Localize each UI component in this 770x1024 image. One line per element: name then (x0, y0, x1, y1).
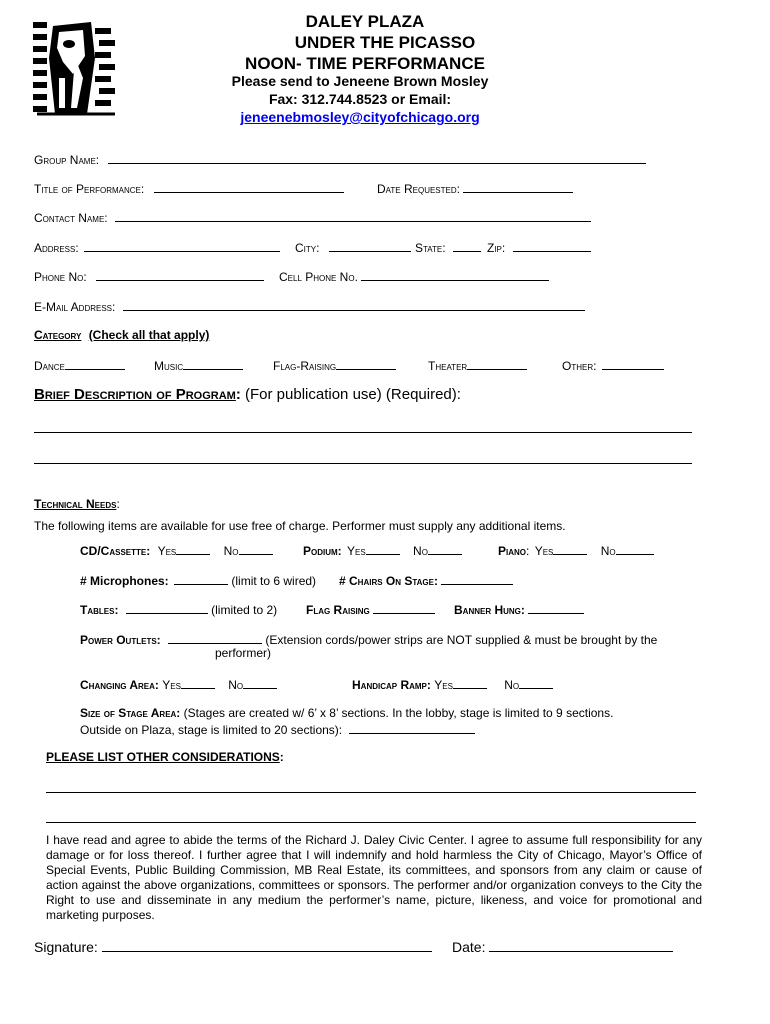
category-hint: (Check all that apply) (88, 328, 210, 342)
tables-note: (limited to 2) (211, 603, 278, 617)
city-label: City: (295, 241, 320, 255)
group-name-label: Group Name: (34, 153, 100, 167)
state-row (415, 239, 481, 255)
changing-yes-field[interactable] (181, 676, 215, 689)
stage-area-field[interactable] (349, 721, 475, 734)
category-theater[interactable] (428, 357, 527, 373)
title-row (34, 180, 344, 196)
email-address-row (34, 298, 585, 314)
header-line-1: DALEY PLAZA (305, 12, 425, 31)
city-field[interactable] (329, 239, 411, 252)
podium-row (303, 542, 462, 558)
podium-label: Podium: (303, 544, 342, 558)
banner-hung-field[interactable] (528, 601, 584, 614)
changing-area-row (80, 676, 277, 692)
microphones-label: # Microphones: (80, 574, 169, 588)
address-row (34, 239, 280, 255)
considerations-heading: PLEASE LIST OTHER CONSIDERATIONS (46, 750, 280, 764)
category-heading-row (34, 328, 209, 342)
address-field[interactable] (84, 239, 280, 252)
category-heading: Category (34, 328, 82, 342)
chairs-field[interactable] (441, 572, 513, 585)
category-flag-raising-label: Flag-Raising (273, 359, 337, 373)
header-line-3: NOON- TIME PERFORMANCE (245, 54, 485, 73)
flag-raising-label: Flag Raising (306, 603, 370, 617)
zip-label: Zip: (487, 241, 506, 255)
banner-hung-label: Banner Hung: (454, 603, 525, 617)
picasso-logo (33, 18, 119, 118)
header-line-5: Fax: 312.744.8523 or Email: (268, 91, 452, 107)
phone-field[interactable] (96, 268, 264, 281)
brief-description-colon: : (235, 386, 241, 403)
contact-name-field[interactable] (115, 209, 591, 222)
group-name-field[interactable] (108, 151, 646, 164)
handicap-ramp-label: Handicap Ramp: (352, 678, 431, 692)
brief-description-note: (For publication use) (Required): (245, 386, 461, 403)
header-line-4: Please send to Jeneene Brown Mosley (231, 73, 489, 89)
cell-phone-label: Cell Phone No. (279, 270, 358, 284)
piano-no-label: No (600, 544, 616, 558)
zip-field[interactable] (513, 239, 591, 252)
email-link[interactable]: jeneenebmosley@cityofchicago.org (240, 109, 480, 125)
stage-area-row-2 (80, 721, 475, 737)
phone-label: Phone No: (34, 270, 87, 284)
category-other-field[interactable] (602, 357, 664, 370)
tables-label: Tables: (80, 603, 119, 617)
stage-area-label: Size of Stage Area: (80, 706, 181, 720)
picasso-sculpture-logo-icon (33, 18, 119, 118)
tables-field[interactable] (126, 601, 208, 614)
handicap-no-label: No (504, 678, 520, 692)
technical-needs-heading-row (34, 497, 120, 511)
microphones-row (80, 572, 316, 588)
microphones-note: (limit to 6 wired) (231, 574, 317, 588)
handicap-ramp-row (352, 676, 553, 692)
piano-row (498, 542, 654, 558)
changing-no-field[interactable] (243, 676, 277, 689)
considerations-line-2[interactable] (46, 822, 696, 823)
date-requested-row (377, 180, 573, 196)
brief-description-line-2[interactable] (34, 463, 692, 464)
title-of-performance-field[interactable] (154, 180, 344, 193)
piano-label: Piano (498, 544, 527, 558)
piano-colon: : (526, 544, 530, 558)
category-theater-label: Theater (428, 359, 468, 373)
category-flag-raising[interactable] (273, 357, 396, 373)
date-requested-field[interactable] (463, 180, 573, 193)
zip-row (487, 239, 591, 255)
header-line-2: UNDER THE PICASSO (294, 33, 476, 52)
category-dance[interactable] (34, 357, 125, 373)
cd-cassette-label: CD/Cassette: (80, 544, 151, 558)
brief-description-heading-row (34, 386, 461, 403)
brief-description-line-1[interactable] (34, 432, 692, 433)
power-outlets-label: Power Outlets: (80, 633, 161, 647)
group-name-row (34, 151, 646, 167)
stage-area-row (80, 706, 613, 720)
power-outlets-field[interactable] (168, 631, 262, 644)
stage-area-text-1: (Stages are created w/ 6’ x 8’ sections. In the lobby, stage is limited to 9 sections. (183, 706, 614, 720)
podium-yes-field[interactable] (366, 542, 400, 555)
brief-description-heading: Brief Description of Program (34, 386, 236, 403)
date-requested-label: Date Requested: (377, 182, 460, 196)
cd-yes-field[interactable] (176, 542, 210, 555)
contact-name-label: Contact Name: (34, 211, 108, 225)
changing-yes-label: Yes (162, 678, 181, 692)
city-row (295, 239, 411, 255)
state-field[interactable] (453, 239, 481, 252)
date-field[interactable] (489, 937, 673, 952)
considerations-line-1[interactable] (46, 792, 696, 793)
tables-row (80, 601, 277, 617)
chairs-row (339, 572, 513, 588)
date-row (452, 937, 673, 955)
power-outlets-note: (Extension cords/power strips are NOT supplied & must be brought by the (265, 633, 658, 647)
cd-yes-label: Yes (157, 544, 177, 558)
cd-cassette-row (80, 542, 273, 558)
stage-area-text-2: Outside on Plaza, stage is limited to 20 sections): (80, 723, 343, 737)
technical-needs-colon: : (116, 497, 120, 511)
category-flag-raising-field[interactable] (336, 357, 396, 370)
agreement-paragraph: I have read and agree to abide the terms of the Richard J. Daley Civic Center. I agree to assume full responsibility for any damage or for loss thereof. I further agree that I will indemnify and hold harmless the City of Chicago, Mayor’s Office of Special Events, Public Building Commission, MB Real Estate, its committees, and sponsors from any claim or cause of action against the above organizations, committees or sponsors. The performer and/or organization conveys to the City the Right to use and disseminate in any medium the performer’s name, picture, likeness, and voice for promotional and marketing purposes. (46, 833, 702, 922)
contact-name-row (34, 209, 591, 225)
signature-field[interactable] (102, 937, 432, 952)
power-outlets-row (80, 631, 657, 647)
podium-no-field[interactable] (428, 542, 462, 555)
state-label: State: (415, 241, 446, 255)
flag-raising-field[interactable] (373, 601, 435, 614)
piano-yes-field[interactable] (553, 542, 587, 555)
category-other-label: Other: (562, 359, 597, 373)
category-music-field[interactable] (183, 357, 243, 370)
banner-hung-row (454, 601, 584, 617)
category-dance-field[interactable] (65, 357, 125, 370)
power-outlets-note-2: performer) (215, 646, 272, 660)
header-email[interactable] (210, 109, 510, 125)
signature-label: Signature: (34, 939, 98, 955)
category-music[interactable] (154, 357, 243, 373)
technical-intro: The following items are available for use free of charge. Performer must supply any additional items. (34, 519, 566, 533)
category-dance-label: Dance (34, 359, 65, 373)
title-of-performance-label: Title of Performance: (34, 182, 145, 196)
changing-no-label: No (228, 678, 244, 692)
email-address-label: E-Mail Address: (34, 300, 116, 314)
category-other[interactable] (562, 357, 664, 373)
cell-phone-field[interactable] (361, 268, 549, 281)
podium-yes-label: Yes (347, 544, 366, 558)
flag-raising-row (306, 601, 435, 617)
handicap-yes-field[interactable] (453, 676, 487, 689)
handicap-yes-label: Yes (434, 678, 453, 692)
technical-needs-heading: Technical Needs (34, 497, 117, 511)
microphones-field[interactable] (174, 572, 228, 585)
category-music-label: Music (154, 359, 184, 373)
category-theater-field[interactable] (467, 357, 527, 370)
changing-area-label: Changing Area: (80, 678, 159, 692)
considerations-heading-row (46, 750, 284, 764)
date-label: Date: (452, 939, 486, 955)
signature-row (34, 937, 432, 955)
podium-no-label: No (413, 544, 428, 558)
cd-no-label: No (223, 544, 239, 558)
phone-row (34, 268, 264, 284)
piano-no-field[interactable] (616, 542, 654, 555)
chairs-label: # Chairs On Stage: (339, 574, 438, 588)
considerations-colon: : (279, 750, 284, 764)
handicap-no-field[interactable] (519, 676, 553, 689)
email-address-field[interactable] (123, 298, 585, 311)
piano-yes-label: Yes (534, 544, 554, 558)
cell-phone-row (279, 268, 549, 284)
cd-no-field[interactable] (239, 542, 273, 555)
address-label: Address: (34, 241, 79, 255)
